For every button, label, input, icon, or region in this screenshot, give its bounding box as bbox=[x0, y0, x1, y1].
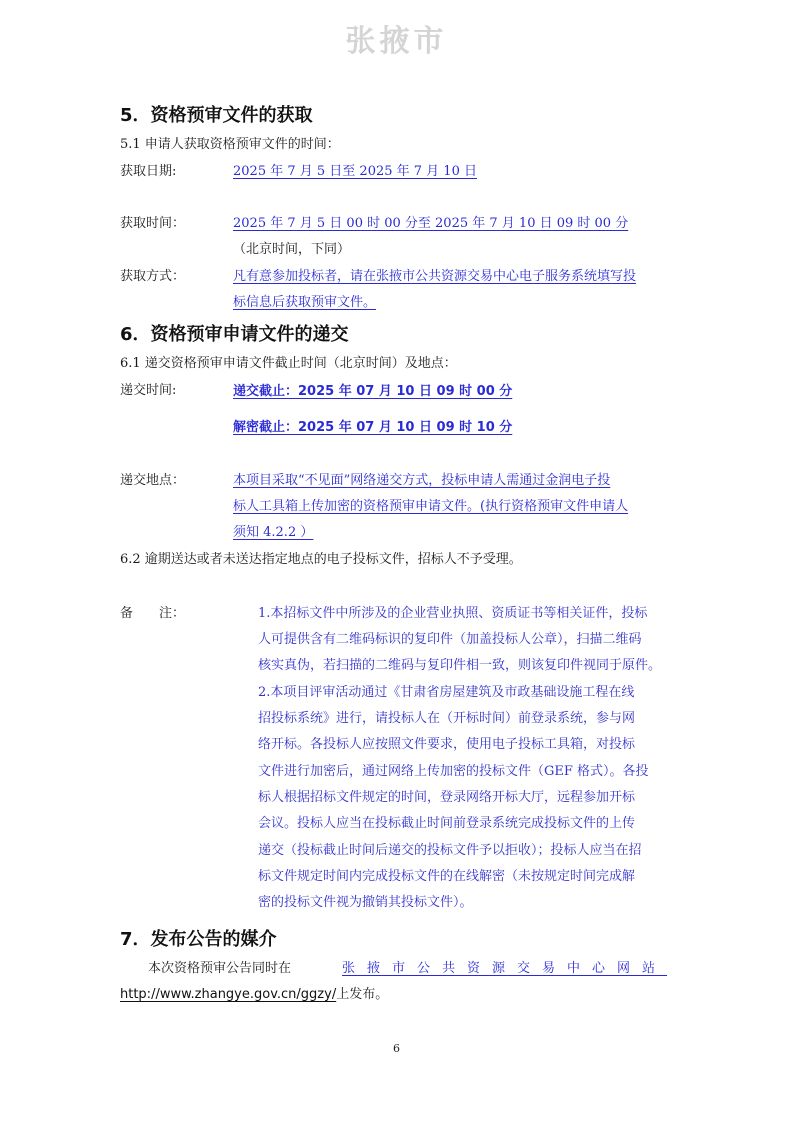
method-line-1: 凡有意参加投标者，请在张掖市公共资源交易中心电子服务系统填写投 bbox=[233, 269, 637, 284]
decrypt-deadline: 解密截止：2025 年 07 月 10 日 09 时 10 分 bbox=[233, 420, 513, 435]
remarks-label: 备 注： bbox=[120, 606, 186, 621]
section5-heading: 5．资格预审文件的获取 bbox=[120, 105, 313, 126]
time-note: （北京时间，下同） bbox=[233, 242, 351, 257]
remark-line-2: 人可提供含有二维码标识的复印件（加盖投标人公章），扫描二维码 bbox=[258, 632, 642, 647]
method-line-2: 标信息后获取预审文件。 bbox=[233, 295, 377, 310]
remark-line-8: 标人根据招标文件规定的时间，登录网络开标大厅，远程参加开标 bbox=[258, 790, 636, 805]
section7-site-link[interactable]: 张掖市公共资源交易中心网站 bbox=[342, 961, 668, 976]
place-line-3: 须知 4.2.2 ） bbox=[233, 525, 314, 540]
section6-sub: 6.1 递交资格预审申请文件截止时间（北京时间）及地点： bbox=[120, 356, 457, 371]
submit-deadline: 递交截止：2025 年 07 月 10 日 09 时 00 分 bbox=[233, 384, 513, 399]
remark-line-10: 递交（投标截止时间后递交的投标文件予以拒收）；投标人应当在招 bbox=[258, 843, 642, 858]
place-label: 递交地点： bbox=[120, 473, 186, 488]
remark-line-12: 密的投标文件视为撤销其投标文件）。 bbox=[258, 895, 473, 910]
section7-url-suffix: 上发布。 bbox=[336, 987, 389, 1002]
remark-line-7: 文件进行加密后，通过网络上传加密的投标文件（GEF 格式）。各投 bbox=[258, 764, 649, 779]
remark-line-3: 核实真伪，若扫描的二维码与复印件相一致，则该复印件视同于原件。 bbox=[258, 658, 662, 673]
place-line-1: 本项目采取“不见面”网络递交方式，投标申请人需通过金润电子投 bbox=[233, 473, 611, 488]
remark-line-1: 1.本招标文件中所涉及的企业营业执照、资质证书等相关证件，投标 bbox=[258, 606, 648, 621]
time-value: 2025 年 7 月 5 日 00 时 00 分至 2025 年 7 月 10 日 09 时 00 分 bbox=[233, 216, 629, 231]
remark-line-9: 会议。投标人应当在投标截止时间前登录系统完成投标文件的上传 bbox=[258, 816, 636, 831]
remark-line-11: 标文件规定时间内完成投标文件的在线解密（未按规定时间完成解 bbox=[258, 869, 636, 884]
date-value: 2025 年 7 月 5 日至 2025 年 7 月 10 日 bbox=[233, 164, 477, 179]
remark-line-4: 2.本项目评审活动通过《甘肃省房屋建筑及市政基础设施工程在线 bbox=[258, 685, 635, 700]
submit-time-label: 递交时间: bbox=[120, 383, 177, 398]
section7-line1-prefix: 本次资格预审公告同时在 bbox=[148, 961, 292, 976]
method-label: 获取方式： bbox=[120, 269, 186, 284]
late-note: 6.2 逾期送达或者未送达指定地点的电子投标文件，招标人不予受理。 bbox=[120, 552, 522, 567]
date-label: 获取日期: bbox=[120, 164, 177, 179]
remark-line-6: 络开标。各投标人应按照文件要求，使用电子投标工具箱，对投标 bbox=[258, 737, 636, 752]
remark-line-5: 招投标系统》进行，请投标人在（开标时间）前登录系统，参与网 bbox=[258, 711, 636, 726]
place-line-2: 标人工具箱上传加密的资格预审申请文件。(执行资格预审文件申请人 bbox=[233, 499, 629, 514]
section5-sub: 5.1 申请人获取资格预审文件的时间： bbox=[120, 137, 340, 152]
section6-heading: 6．资格预审申请文件的递交 bbox=[120, 324, 349, 345]
section7-url-link[interactable]: http://www.zhangye.gov.cn/ggzy/ bbox=[120, 987, 337, 1002]
time-label: 获取时间： bbox=[120, 216, 186, 231]
section7-heading: 7．发布公告的媒介 bbox=[120, 929, 277, 950]
watermark: 张掖市 bbox=[345, 24, 448, 59]
page-number: 6 bbox=[393, 1042, 400, 1055]
